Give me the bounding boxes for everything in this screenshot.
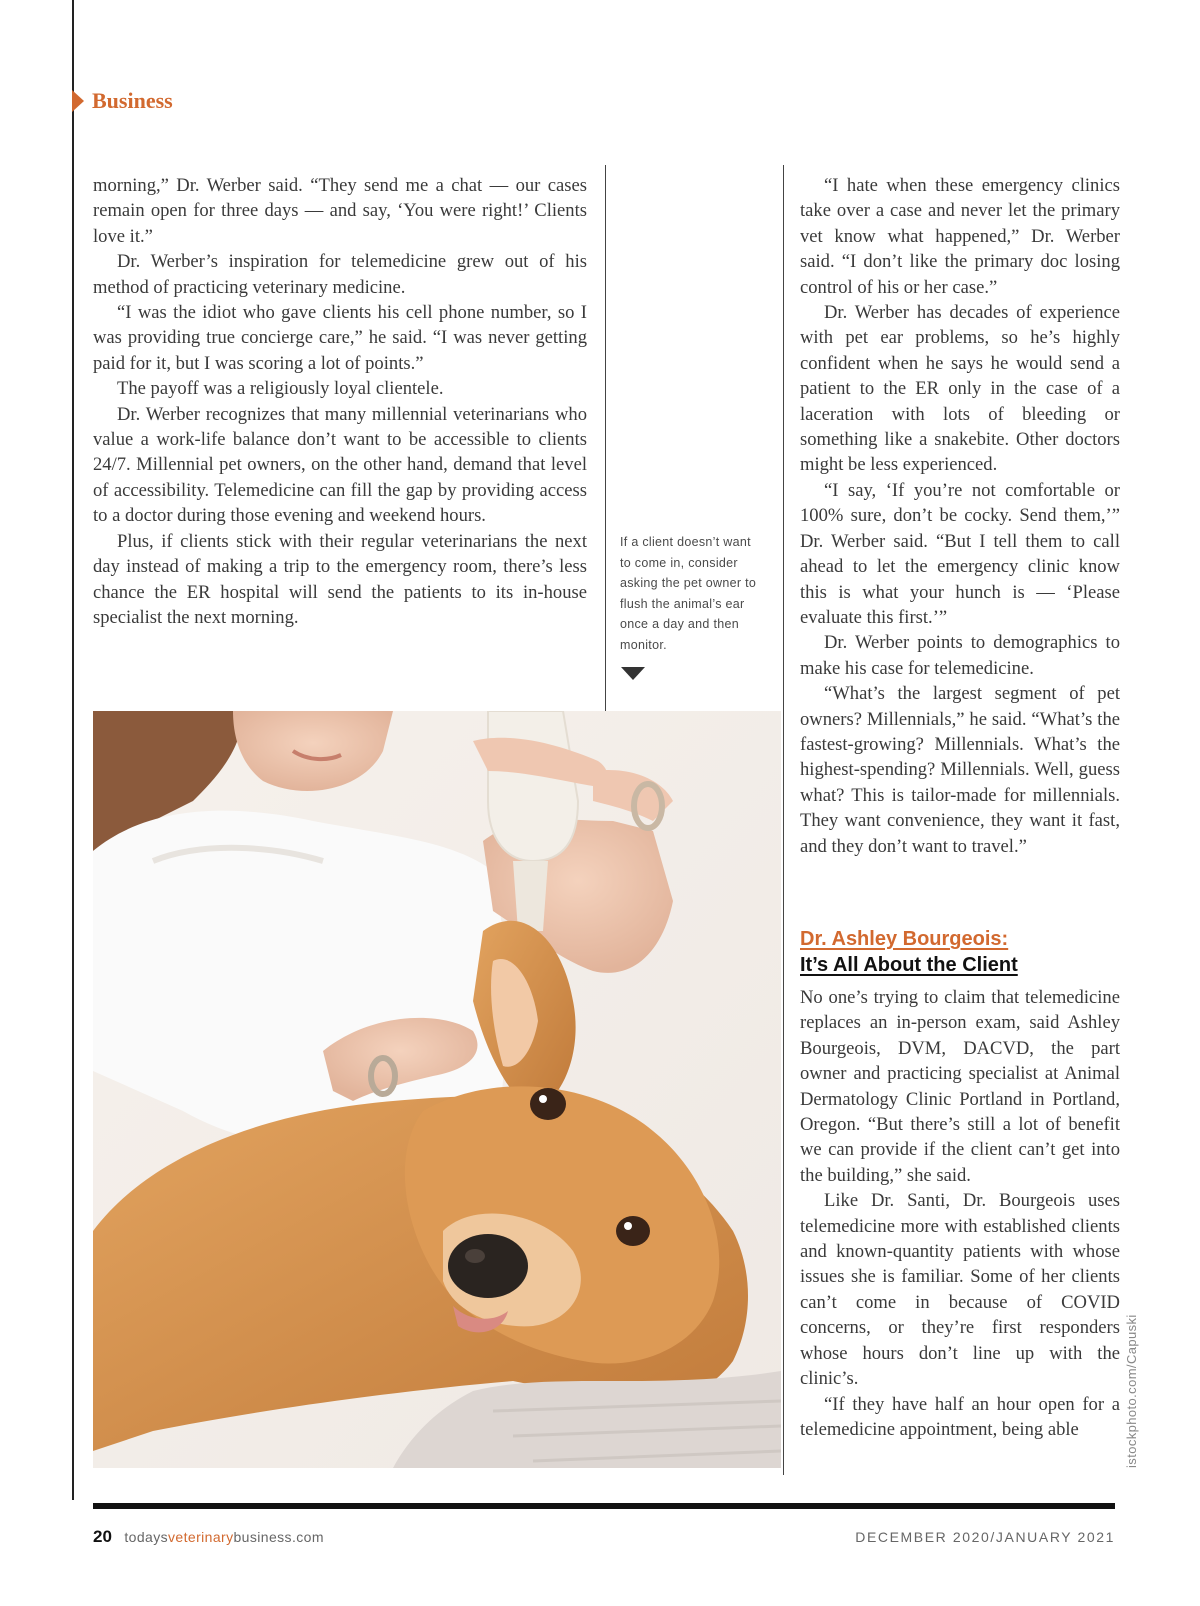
column-divider xyxy=(605,165,606,713)
paragraph: Dr. Werber’s inspiration for telemedicine grew out of his method of practicing veterinary medicine. xyxy=(93,251,587,298)
footer-rule xyxy=(93,1503,1115,1509)
paragraph: Plus, if clients stick with their regular veterinarians the next day instead of making a trip to the emergency room, there’s less chance the ER hospital will send the patients to its in-house specialist the next morning. xyxy=(93,530,587,628)
section-label: Business xyxy=(92,88,173,113)
paragraph: “What’s the largest segment of pet owners? Millennials,” he said. “What’s the fastest-growing? Millennials. What’s the highest-spending? Millennials. Well, guess what? This is tailor-made for millennials. They want convenience, they want it fast, and they don’t want to travel.” xyxy=(800,683,1120,857)
paragraph: The payoff was a religiously loyal clientele. xyxy=(117,378,444,400)
website-link[interactable] xyxy=(124,1529,324,1545)
column-divider xyxy=(783,165,784,1475)
subhead-name: Dr. Ashley Bourgeois: xyxy=(800,928,1009,950)
right-column-continued xyxy=(800,985,1120,1442)
paragraph: “I was the idiot who gave clients his cell phone number, so I was providing true concierge care,” he said. “I was never getting paid for it, but I was scoring a lot of points.” xyxy=(93,302,587,374)
issue-date: DECEMBER 2020/JANUARY 2021 xyxy=(855,1529,1115,1545)
dog-ear-cleaning-photo xyxy=(93,711,781,1468)
paragraph: Dr. Werber recognizes that many millennial veterinarians who value a work-life balance don’t want to be accessible to clients 24/7. Millennial pet owners, on the other hand, demand that level of accessibility. Telemedicine can fill the gap by providing access to a doctor during those evening and weekend hours. xyxy=(93,403,587,527)
page-margin-rule xyxy=(72,0,74,1500)
paragraph: “I say, ‘If you’re not comfortable or 100% sure, don’t be cocky. Send them,’” Dr. Werber said. “But I tell them to call ahead to let the emergency clinic know this is what your hunch is — ‘Please evaluate this first.’” xyxy=(800,479,1120,628)
site-suffix: business.com xyxy=(233,1529,324,1545)
right-column xyxy=(800,173,1120,859)
site-accent: veterinary xyxy=(168,1529,234,1545)
page-footer xyxy=(93,1527,1115,1551)
left-column xyxy=(93,173,587,630)
page-number: 20 xyxy=(93,1527,112,1546)
paragraph: “I hate when these emergency clinics take over a case and never let the primary vet know what happened,” Dr. Werber said. “I don’t like the primary doc losing control of his or her case.” xyxy=(800,175,1120,298)
section-tag xyxy=(72,88,173,114)
paragraph: Dr. Werber points to demographics to make his case for telemedicine. xyxy=(800,632,1120,679)
pull-quote: If a client doesn’t want to come in, consider asking the pet owner to flush the animal’s ear once a day and then monitor. xyxy=(620,535,757,652)
section-triangle-icon xyxy=(72,90,84,112)
paragraph: Like Dr. Santi, Dr. Bourgeois uses telemedicine more with established clients and known-quantity patients with whose issues she is familiar. Some of her clients can’t come in because of COVID concerns, or they’re first responders whose hours don’t line up with the clinic’s. xyxy=(800,1190,1120,1390)
paragraph: Dr. Werber has decades of experience with pet ear problems, so he’s highly confident when he says he would send a patient to the ER only in the case of a laceration with lots of bleeding or something like a snakebite. Other doctors might be less experienced. xyxy=(800,302,1120,476)
photo-credit: istockphoto.com/Capuski xyxy=(1124,1314,1139,1468)
pull-quote-arrow-icon xyxy=(621,667,645,680)
site-prefix: todays xyxy=(124,1529,169,1545)
paragraph: “If they have half an hour open for a telemedicine appointment, being able xyxy=(800,1393,1120,1440)
subhead-title: It’s All About the Client xyxy=(800,954,1018,976)
subhead xyxy=(800,926,1120,978)
paragraph: No one’s trying to claim that telemedicine replaces an in-person exam, said Ashley Bourgeois, DVM, DACVD, the part owner and practicing specialist at Animal Dermatology Clinic Portland in Portland, Oregon. “But there’s still a lot of benefit we can provide if the client can’t get into the building,” she said. xyxy=(800,987,1120,1186)
paragraph: morning,” Dr. Werber said. “They send me a chat — our cases remain open for three days — and say, ‘You were right!’ Clients love it.” xyxy=(93,175,587,247)
